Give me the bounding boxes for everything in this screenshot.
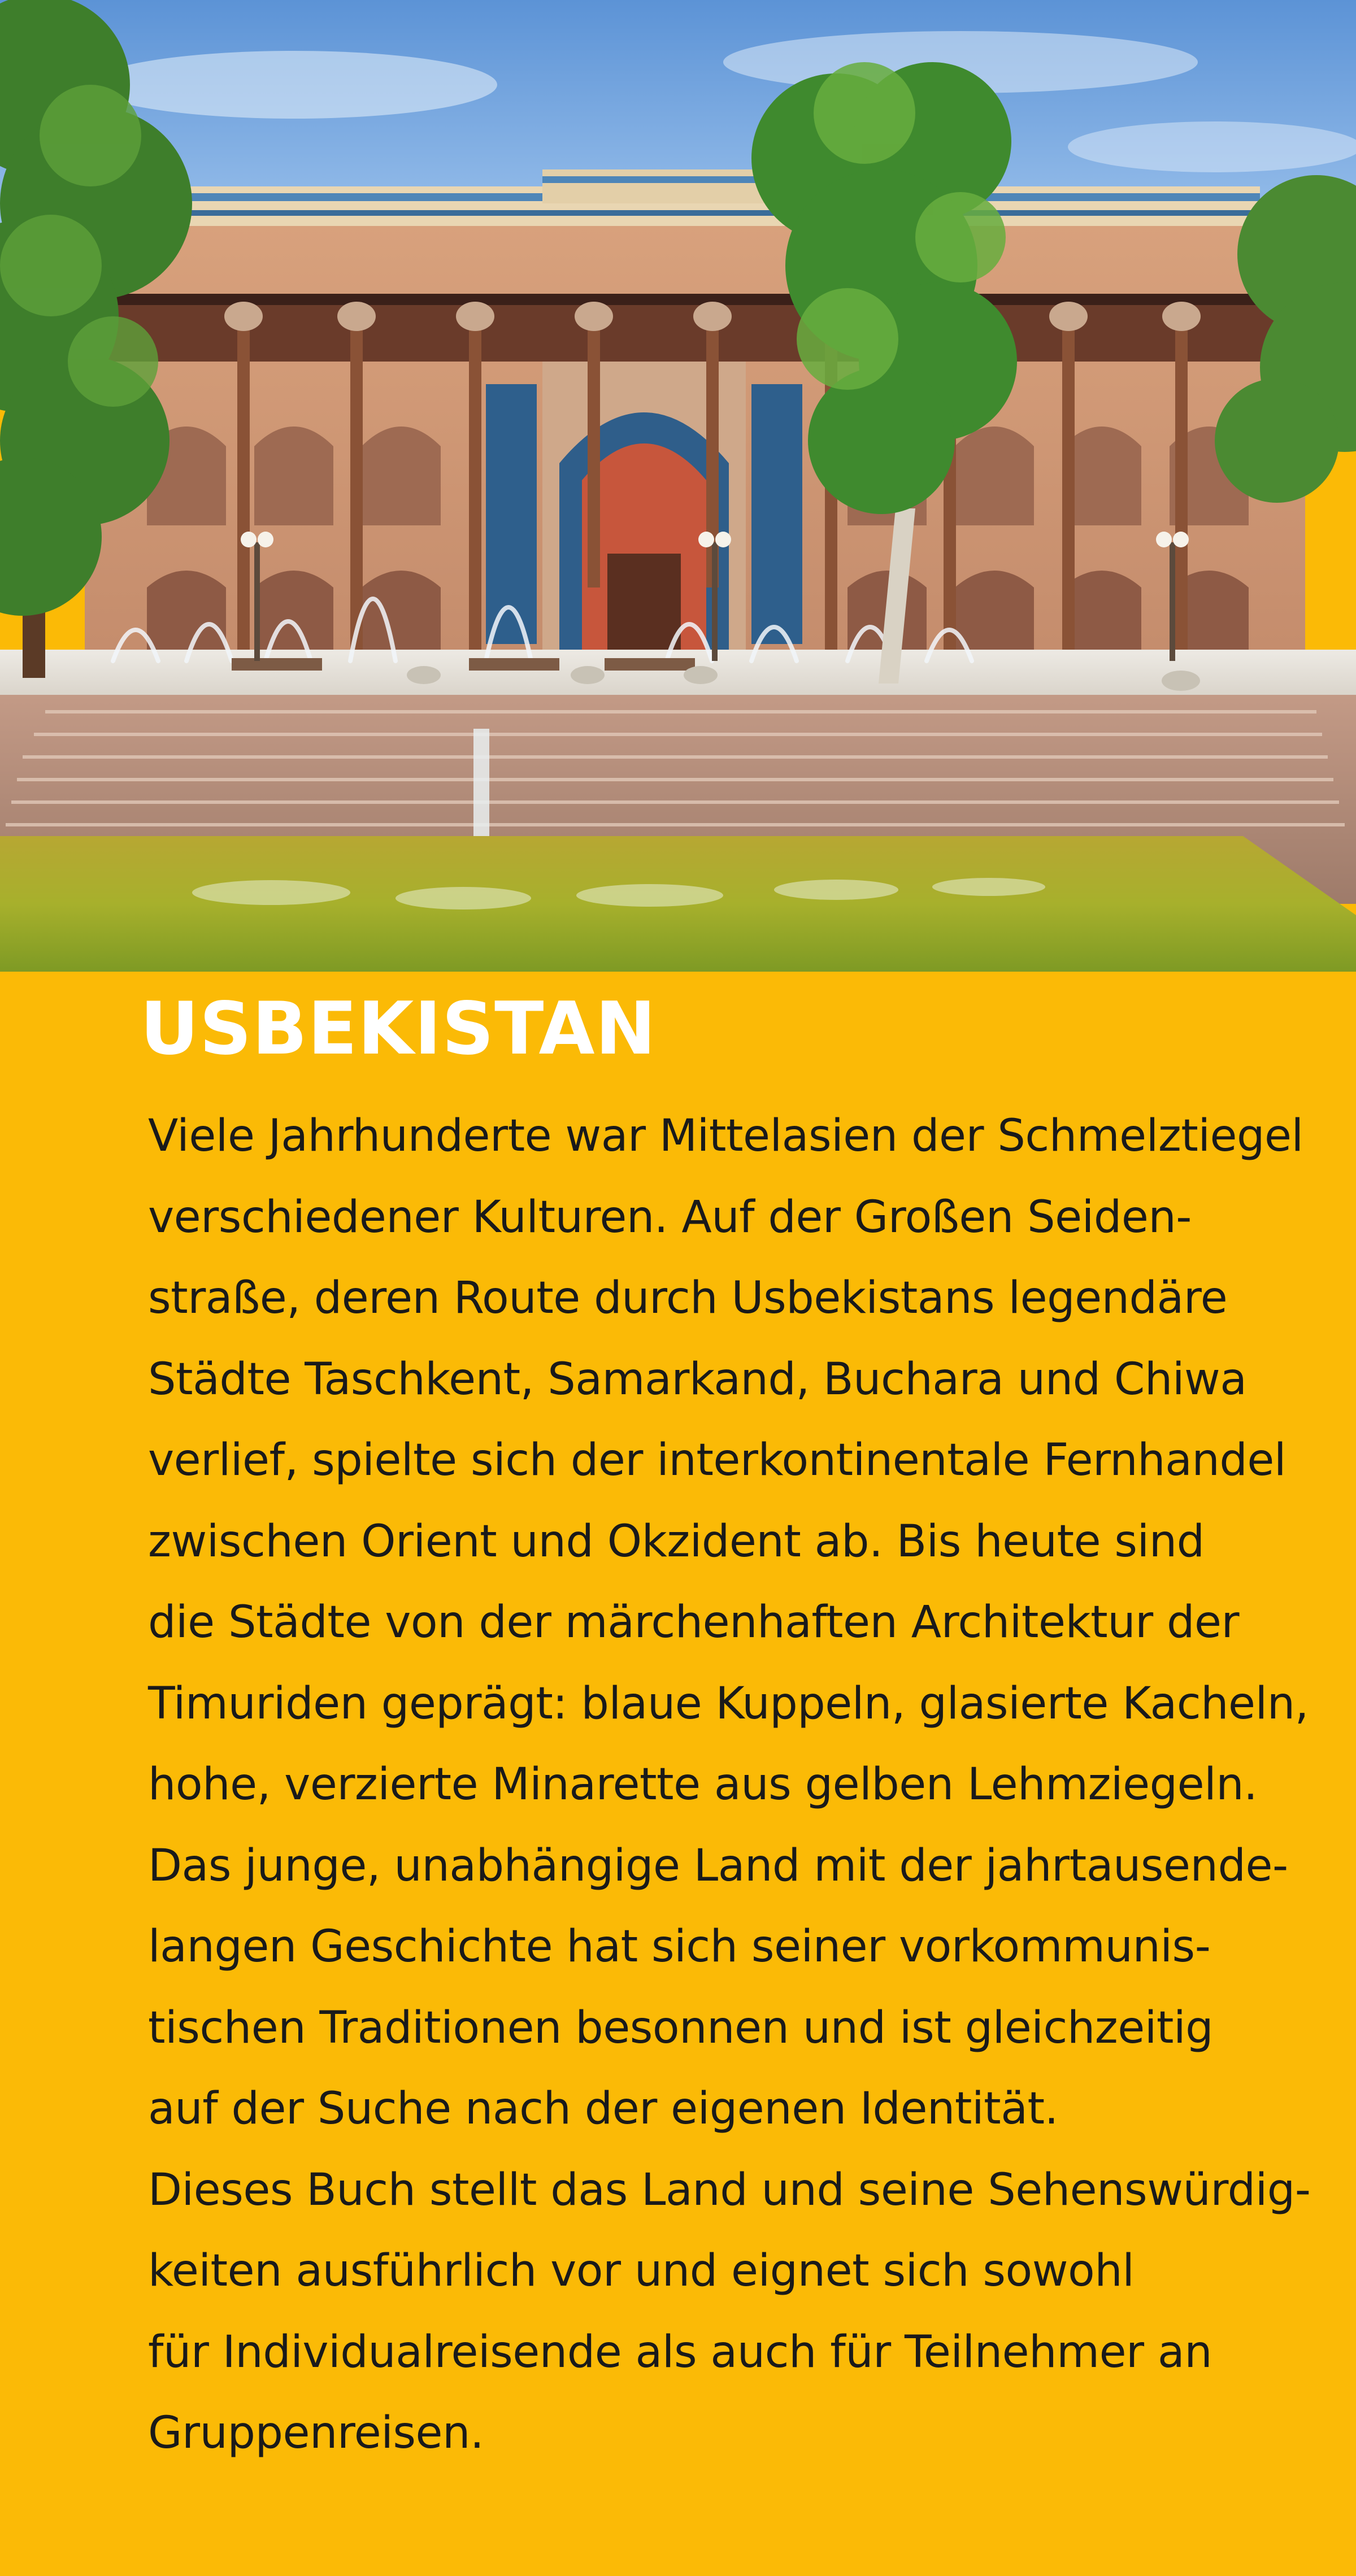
description-line: zwischen Orient und Okzident ab. Bis heute sind [148,1516,1205,1567]
book-title: USBEKISTAN [140,987,657,1071]
description-line: Städte Taschkent, Samarkand, Buchara und Chiwa [148,1354,1247,1405]
description-line: für Individualreisende als auch für Teilnehmer an [148,2326,1212,2378]
description-text [148,1096,1335,2474]
description-line: die Städte von der märchenhaften Architektur der [148,1597,1240,1648]
description-line: Dieses Buch stellt das Land und seine Sehenswürdig- [148,2164,1311,2216]
description-line: hohe, verzierte Minarette aus gelben Lehmziegeln. [148,1759,1258,1810]
description-line: Timuriden geprägt: blaue Kuppeln, glasierte Kacheln, [148,1678,1309,1729]
description-line: auf der Suche nach der eigenen Identität. [148,2083,1058,2134]
description-line: Viele Jahrhunderte war Mittelasien der Schmelztiegel [148,1111,1303,1161]
description-line: langen Geschichte hat sich seiner vorkommunis- [148,1921,1211,1972]
description-line: tischen Traditionen besonnen und ist gleichzeitig [148,2002,1214,2053]
description-line: Gruppenreisen. [148,2408,484,2458]
text-panel [0,972,1356,2576]
description-line: verlief, spielte sich der interkontinentale Fernhandel [148,1435,1287,1486]
description-line: verschiedener Kulturen. Auf der Großen Seiden- [148,1191,1192,1243]
description-line: Das junge, unabhängige Land mit der jahrtausende- [148,1840,1288,1891]
description-line: keiten ausführlich vor und eignet sich sowohl [148,2246,1135,2296]
cover-photo [0,0,1356,972]
mosque-courtyard-illustration [0,0,1356,972]
description-line: straße, deren Route durch Usbekistans legendäre [148,1273,1228,1324]
